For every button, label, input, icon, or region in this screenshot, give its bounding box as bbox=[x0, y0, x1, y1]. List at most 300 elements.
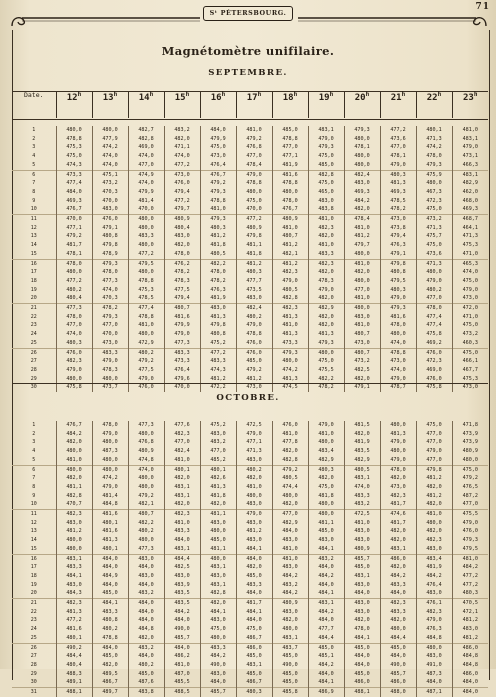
reading-cell: 464,1 bbox=[452, 224, 488, 233]
reading-cell: 481,6 bbox=[92, 527, 128, 536]
reading-cell: 476,7 bbox=[56, 421, 92, 430]
date-cell: 12 bbox=[30, 519, 37, 526]
reading-cell: 481,7 bbox=[380, 500, 416, 509]
date-cell: 27 bbox=[30, 358, 37, 365]
reading-cell: 479,9 bbox=[164, 321, 200, 330]
reading-cell: 477,2 bbox=[452, 581, 488, 590]
reading-cell: 480,0 bbox=[272, 625, 308, 634]
reading-cell: 472,5 bbox=[236, 421, 272, 430]
reading-cell: 479,3 bbox=[200, 188, 236, 197]
reading-cell: 477,2 bbox=[380, 126, 416, 135]
table-row bbox=[12, 366, 488, 375]
reading-cell: 479,0 bbox=[380, 438, 416, 447]
reading-cell: 477,3 bbox=[92, 277, 128, 286]
reading-cell: 484,8 bbox=[452, 652, 488, 661]
date-cell: 11 bbox=[12, 215, 56, 224]
reading-cell: 480,0 bbox=[272, 492, 308, 501]
table-rule bbox=[12, 119, 488, 120]
table-row bbox=[12, 447, 488, 456]
reading-cell: 477,4 bbox=[56, 179, 92, 188]
reading-cell: 485,7 bbox=[380, 670, 416, 679]
reading-cell: 474,6 bbox=[380, 510, 416, 519]
reading-cell: 482,0 bbox=[416, 500, 452, 509]
reading-cell: 477,0 bbox=[380, 143, 416, 152]
reading-cell: 478,8 bbox=[272, 135, 308, 144]
reading-cell: 472,2 bbox=[200, 383, 236, 392]
reading-cell: 481,8 bbox=[200, 492, 236, 501]
reading-cell: 484,0 bbox=[308, 563, 344, 572]
reading-cell: 476,0 bbox=[236, 348, 272, 357]
reading-cell: 481,3 bbox=[56, 608, 92, 617]
reading-cell: 479,2 bbox=[128, 357, 164, 366]
table-row bbox=[12, 383, 488, 392]
reading-cell: 483,0 bbox=[200, 616, 236, 625]
table-row bbox=[12, 599, 488, 608]
reading-cell: 481,2 bbox=[200, 375, 236, 384]
reading-cell: 485,0 bbox=[236, 670, 272, 679]
reading-cell: 482,9 bbox=[308, 304, 344, 313]
reading-cell: 480,0 bbox=[416, 179, 452, 188]
reading-cell: 483,4 bbox=[416, 554, 452, 563]
reading-cell: 483,5 bbox=[164, 589, 200, 598]
reading-cell: 490,0 bbox=[164, 625, 200, 634]
reading-cell: 468,7 bbox=[452, 215, 488, 224]
reading-cell: 479,0 bbox=[236, 170, 272, 179]
reading-cell: 482,0 bbox=[164, 241, 200, 250]
reading-cell: 481,1 bbox=[200, 545, 236, 554]
reading-cell: 473,7 bbox=[92, 383, 128, 392]
reading-cell: 481,0 bbox=[56, 456, 92, 465]
reading-cell: 483,0 bbox=[236, 500, 272, 509]
reading-cell: 476,0 bbox=[416, 348, 452, 357]
reading-cell: 479,0 bbox=[128, 375, 164, 384]
reading-cell: 473,0 bbox=[92, 339, 128, 348]
reading-cell: 483,1 bbox=[308, 599, 344, 608]
table-row bbox=[12, 483, 488, 492]
reading-cell: 486,0 bbox=[380, 678, 416, 687]
reading-cell: 480,0 bbox=[92, 438, 128, 447]
reading-cell: 491,0 bbox=[416, 661, 452, 670]
reading-cell: 483,0 bbox=[416, 545, 452, 554]
reading-cell: 474,0 bbox=[128, 152, 164, 161]
reading-cell: 481,0 bbox=[308, 215, 344, 224]
date-cell: 1 bbox=[32, 422, 36, 428]
reading-cell: 477,3 bbox=[56, 304, 92, 313]
reading-cell: 470,0 bbox=[56, 215, 92, 224]
reading-cell: 480,0 bbox=[56, 268, 92, 277]
reading-cell: 477,2 bbox=[236, 215, 272, 224]
reading-cell: 477,3 bbox=[164, 339, 200, 348]
reading-cell: 470,0 bbox=[164, 383, 200, 392]
reading-cell: 479,3 bbox=[416, 161, 452, 170]
date-cell: 7 bbox=[32, 475, 36, 482]
reading-cell: 480,0 bbox=[308, 500, 344, 509]
hour-suffix: h bbox=[77, 91, 82, 98]
reading-cell: 478,0 bbox=[416, 304, 452, 313]
reading-cell: 480,1 bbox=[200, 465, 236, 474]
hour-suffix: h bbox=[113, 91, 118, 98]
reading-cell: 476,8 bbox=[236, 143, 272, 152]
reading-cell: 475,8 bbox=[416, 383, 452, 392]
reading-cell: 480,0 bbox=[308, 510, 344, 519]
reading-cell: 465,3 bbox=[452, 259, 488, 268]
reading-cell: 482,0 bbox=[416, 527, 452, 536]
reading-cell: 480,8 bbox=[92, 232, 128, 241]
reading-cell: 478,4 bbox=[236, 161, 272, 170]
reading-cell: 474,2 bbox=[92, 143, 128, 152]
reading-cell: 481,2 bbox=[344, 232, 380, 241]
reading-cell: 483,8 bbox=[128, 688, 164, 697]
table-row bbox=[12, 152, 488, 161]
reading-cell: 484,0 bbox=[344, 652, 380, 661]
reading-cell: 480,0 bbox=[380, 625, 416, 634]
reading-cell: 484,2 bbox=[200, 652, 236, 661]
reading-cell: 486,7 bbox=[236, 634, 272, 643]
hour-column-header bbox=[128, 91, 164, 118]
date-cell: 2 bbox=[32, 135, 36, 142]
reading-cell: 477,0 bbox=[56, 321, 92, 330]
reading-cell: 479,0 bbox=[92, 483, 128, 492]
reading-cell: 482,7 bbox=[128, 126, 164, 135]
reading-cell: 484,2 bbox=[416, 572, 452, 581]
reading-cell: 485,0 bbox=[128, 670, 164, 679]
reading-cell: 479,8 bbox=[200, 321, 236, 330]
reading-cell: 471,3 bbox=[416, 259, 452, 268]
reading-cell: 481,6 bbox=[92, 510, 128, 519]
reading-cell: 490,0 bbox=[200, 661, 236, 670]
reading-cell: 485,7 bbox=[164, 634, 200, 643]
reading-cell: 474,4 bbox=[272, 483, 308, 492]
reading-cell: 479,0 bbox=[416, 447, 452, 456]
reading-cell: 479,0 bbox=[452, 286, 488, 295]
reading-cell: 480,7 bbox=[344, 348, 380, 357]
hour-number: 17 bbox=[246, 93, 258, 103]
reading-cell: 480,0 bbox=[344, 135, 380, 144]
reading-cell: 481,4 bbox=[92, 492, 128, 501]
reading-cell: 483,1 bbox=[200, 581, 236, 590]
reading-cell: 480,3 bbox=[200, 224, 236, 233]
reading-cell: 476,0 bbox=[92, 215, 128, 224]
reading-cell: 487,2 bbox=[452, 492, 488, 501]
reading-cell: 477,0 bbox=[128, 161, 164, 170]
reading-cell: 475,0 bbox=[56, 152, 92, 161]
table-row bbox=[12, 608, 488, 617]
reading-cell: 475,0 bbox=[236, 625, 272, 634]
reading-cell: 479,3 bbox=[344, 126, 380, 135]
reading-cell: 485,0 bbox=[344, 670, 380, 679]
reading-cell: 480,0 bbox=[92, 126, 128, 135]
reading-cell: 482,0 bbox=[308, 294, 344, 303]
reading-cell: 483,0 bbox=[236, 456, 272, 465]
reading-cell: 484,2 bbox=[272, 572, 308, 581]
reading-cell: 480,8 bbox=[200, 330, 236, 339]
reading-cell: 482,0 bbox=[272, 500, 308, 509]
reading-cell: 479,4 bbox=[164, 294, 200, 303]
reading-cell: 469,3 bbox=[56, 197, 92, 206]
reading-cell: 478,2 bbox=[200, 277, 236, 286]
date-cell: 17 bbox=[30, 564, 37, 571]
table-row bbox=[12, 205, 488, 214]
reading-cell: 479,0 bbox=[380, 294, 416, 303]
reading-cell: 483,0 bbox=[416, 589, 452, 598]
reading-cell: 475,7 bbox=[416, 232, 452, 241]
reading-cell: 477,4 bbox=[416, 321, 452, 330]
table-row bbox=[12, 321, 488, 330]
reading-cell: 484,0 bbox=[92, 563, 128, 572]
reading-cell: 484,1 bbox=[308, 545, 344, 554]
reading-cell: 485,2 bbox=[200, 456, 236, 465]
reading-cell: 481,2 bbox=[416, 474, 452, 483]
reading-cell: 475,0 bbox=[308, 179, 344, 188]
reading-cell: 484,0 bbox=[92, 581, 128, 590]
reading-cell: 480,0 bbox=[344, 304, 380, 313]
reading-cell: 482,0 bbox=[200, 500, 236, 509]
reading-cell: 478,0 bbox=[380, 465, 416, 474]
reading-cell: 481,0 bbox=[128, 321, 164, 330]
date-cell: 20 bbox=[30, 590, 37, 597]
reading-cell: 484,2 bbox=[308, 608, 344, 617]
reading-cell: 475,1 bbox=[92, 170, 128, 179]
reading-cell: 477,7 bbox=[308, 625, 344, 634]
reading-cell: 479,0 bbox=[164, 330, 200, 339]
reading-cell: 481,0 bbox=[272, 554, 308, 563]
reading-cell: 475,0 bbox=[236, 197, 272, 206]
table-row bbox=[12, 232, 488, 241]
reading-cell: 475,0 bbox=[452, 321, 488, 330]
reading-cell: 488,1 bbox=[344, 688, 380, 697]
reading-cell: 484,0 bbox=[128, 616, 164, 625]
table-row bbox=[12, 474, 488, 483]
reading-cell: 481,2 bbox=[452, 616, 488, 625]
reading-cell: 481,1 bbox=[200, 510, 236, 519]
reading-cell: 479,9 bbox=[128, 188, 164, 197]
reading-cell: 480,0 bbox=[380, 330, 416, 339]
table-row bbox=[12, 126, 488, 135]
table-row bbox=[12, 545, 488, 554]
reading-cell: 471,3 bbox=[236, 447, 272, 456]
reading-cell: 480,0 bbox=[92, 375, 128, 384]
reading-cell: 480,3 bbox=[452, 589, 488, 598]
reading-cell: 476,2 bbox=[164, 259, 200, 268]
reading-cell: 482,8 bbox=[200, 589, 236, 598]
reading-cell: 479,5 bbox=[128, 259, 164, 268]
reading-cell: 481,3 bbox=[272, 375, 308, 384]
table-row bbox=[12, 589, 488, 598]
reading-cell: 483,0 bbox=[272, 536, 308, 545]
reading-cell: 479,9 bbox=[200, 135, 236, 144]
reading-cell: 479,0 bbox=[380, 456, 416, 465]
reading-cell: 484,4 bbox=[308, 634, 344, 643]
table-row bbox=[12, 224, 488, 233]
reading-cell: 476,0 bbox=[164, 179, 200, 188]
reading-cell: 481,0 bbox=[236, 483, 272, 492]
reading-cell: 480,0 bbox=[128, 430, 164, 439]
reading-cell: 479,4 bbox=[380, 232, 416, 241]
reading-cell: 484,0 bbox=[272, 527, 308, 536]
reading-cell: 479,5 bbox=[380, 277, 416, 286]
reading-cell: 479,0 bbox=[416, 616, 452, 625]
reading-cell: 485,0 bbox=[344, 643, 380, 652]
reading-cell: 474,2 bbox=[416, 143, 452, 152]
reading-cell: 483,0 bbox=[200, 572, 236, 581]
reading-cell: 484,1 bbox=[236, 545, 272, 554]
reading-cell: 483,0 bbox=[200, 519, 236, 528]
reading-cell: 484,9 bbox=[92, 572, 128, 581]
reading-cell: 481,2 bbox=[236, 527, 272, 536]
table-row bbox=[12, 241, 488, 250]
reading-cell: 480,0 bbox=[56, 375, 92, 384]
date-cell: 24 bbox=[30, 626, 37, 633]
date-cell: 10 bbox=[30, 206, 37, 213]
hour-suffix: h bbox=[473, 91, 478, 98]
reading-cell: 482,5 bbox=[344, 366, 380, 375]
reading-cell: 478,0 bbox=[416, 152, 452, 161]
reading-cell: 481,5 bbox=[344, 421, 380, 430]
reading-cell: 479,2 bbox=[200, 179, 236, 188]
reading-cell: 482,0 bbox=[236, 563, 272, 572]
reading-cell: 479,3 bbox=[92, 313, 128, 322]
reading-cell: 483,2 bbox=[128, 589, 164, 598]
reading-cell: 483,0 bbox=[416, 652, 452, 661]
reading-cell: 480,8 bbox=[92, 616, 128, 625]
reading-cell: 477,0 bbox=[92, 321, 128, 330]
reading-cell: 479,0 bbox=[416, 277, 452, 286]
reading-cell: 472,3 bbox=[416, 357, 452, 366]
reading-cell: 479,0 bbox=[452, 143, 488, 152]
reading-cell: 477,2 bbox=[164, 197, 200, 206]
reading-cell: 466,1 bbox=[452, 357, 488, 366]
reading-cell: 477,9 bbox=[92, 135, 128, 144]
reading-cell: 473,9 bbox=[452, 430, 488, 439]
reading-cell: 478,5 bbox=[128, 294, 164, 303]
reading-cell: 482,3 bbox=[308, 259, 344, 268]
reading-cell: 481,1 bbox=[56, 483, 92, 492]
reading-cell: 469,3 bbox=[344, 188, 380, 197]
reading-cell: 483,1 bbox=[344, 474, 380, 483]
reading-cell: 469,2 bbox=[416, 339, 452, 348]
reading-cell: 484,0 bbox=[380, 652, 416, 661]
reading-cell: 478,0 bbox=[272, 197, 308, 206]
reading-cell: 473,0 bbox=[452, 294, 488, 303]
reading-cell: 479,1 bbox=[344, 383, 380, 392]
reading-cell: 481,9 bbox=[272, 161, 308, 170]
reading-cell: 483,0 bbox=[308, 197, 344, 206]
reading-cell: 480,3 bbox=[380, 286, 416, 295]
hours-header bbox=[12, 91, 488, 118]
table-row bbox=[12, 688, 488, 697]
reading-cell: 484,8 bbox=[416, 634, 452, 643]
table-row bbox=[12, 135, 488, 144]
reading-cell: 478,8 bbox=[236, 330, 272, 339]
date-cell: 18 bbox=[30, 572, 37, 579]
reading-cell: 478,4 bbox=[344, 215, 380, 224]
reading-cell: 473,0 bbox=[200, 152, 236, 161]
reading-cell: 471,3 bbox=[452, 232, 488, 241]
reading-cell: 481,0 bbox=[236, 126, 272, 135]
reading-cell: 475,0 bbox=[200, 625, 236, 634]
reading-cell: 481,8 bbox=[236, 250, 272, 259]
reading-cell: 483,2 bbox=[344, 500, 380, 509]
reading-cell: 483,0 bbox=[344, 536, 380, 545]
date-cell: 7 bbox=[32, 180, 36, 187]
reading-cell: 477,8 bbox=[272, 438, 308, 447]
reading-cell: 481,0 bbox=[416, 510, 452, 519]
reading-cell: 482,9 bbox=[452, 179, 488, 188]
reading-cell: 474,0 bbox=[128, 179, 164, 188]
date-cell: 28 bbox=[30, 366, 37, 373]
reading-cell: 484,0 bbox=[416, 678, 452, 687]
reading-cell: 477,1 bbox=[272, 152, 308, 161]
reading-cell: 486,0 bbox=[344, 678, 380, 687]
hour-number: 23 bbox=[463, 93, 474, 103]
reading-cell: 484,2 bbox=[272, 589, 308, 598]
reading-cell: 484,1 bbox=[56, 572, 92, 581]
reading-cell: 482,0 bbox=[308, 321, 344, 330]
reading-cell: 483,1 bbox=[452, 170, 488, 179]
reading-cell: 473,2 bbox=[92, 179, 128, 188]
reading-cell: 479,0 bbox=[236, 510, 272, 519]
hour-number: 20 bbox=[354, 93, 366, 103]
date-cell: 8 bbox=[32, 188, 36, 195]
reading-cell: 483,1 bbox=[164, 483, 200, 492]
reading-cell: 481,2 bbox=[272, 259, 308, 268]
reading-cell: 483,0 bbox=[200, 430, 236, 439]
hour-column-header bbox=[56, 91, 92, 118]
date-cell: 5 bbox=[32, 161, 36, 168]
reading-cell: 480,0 bbox=[308, 438, 344, 447]
page-number: 71 bbox=[475, 2, 490, 12]
reading-cell: 480,0 bbox=[128, 474, 164, 483]
reading-cell: 475,0 bbox=[452, 348, 488, 357]
reading-cell: 481,0 bbox=[344, 224, 380, 233]
table-row bbox=[12, 438, 488, 447]
reading-cell: 480,2 bbox=[236, 465, 272, 474]
reading-cell: 477,6 bbox=[164, 421, 200, 430]
reading-cell: 484,0 bbox=[344, 589, 380, 598]
reading-cell: 483,3 bbox=[92, 348, 128, 357]
reading-cell: 475,0 bbox=[416, 241, 452, 250]
reading-cell: 480,0 bbox=[92, 465, 128, 474]
reading-cell: 474,0 bbox=[344, 483, 380, 492]
reading-cell: 473,0 bbox=[344, 339, 380, 348]
reading-cell: 483,3 bbox=[164, 348, 200, 357]
reading-cell: 480,4 bbox=[56, 661, 92, 670]
reading-cell: 476,0 bbox=[128, 383, 164, 392]
reading-cell: 487,1 bbox=[416, 688, 452, 697]
reading-cell: 480,0 bbox=[128, 224, 164, 233]
reading-cell: 482,0 bbox=[308, 232, 344, 241]
reading-cell: 480,9 bbox=[164, 215, 200, 224]
reading-cell: 471,3 bbox=[416, 135, 452, 144]
reading-cell: 480,1 bbox=[164, 465, 200, 474]
table-row bbox=[12, 616, 488, 625]
date-cell: 17 bbox=[30, 269, 37, 276]
reading-cell: 483,1 bbox=[308, 126, 344, 135]
reading-cell: 470,0 bbox=[92, 197, 128, 206]
reading-cell: 480,0 bbox=[56, 447, 92, 456]
reading-cell: 484,0 bbox=[452, 678, 488, 687]
reading-cell: 479,3 bbox=[308, 143, 344, 152]
reading-cell: 483,0 bbox=[200, 304, 236, 313]
reading-cell: 484,0 bbox=[92, 643, 128, 652]
reading-cell: 480,2 bbox=[416, 286, 452, 295]
reading-cell: 480,2 bbox=[92, 625, 128, 634]
reading-cell: 485,8 bbox=[272, 688, 308, 697]
reading-cell: 478,3 bbox=[92, 366, 128, 375]
reading-cell: 472,1 bbox=[452, 608, 488, 617]
reading-cell: 484,0 bbox=[308, 581, 344, 590]
reading-cell: 480,0 bbox=[416, 643, 452, 652]
